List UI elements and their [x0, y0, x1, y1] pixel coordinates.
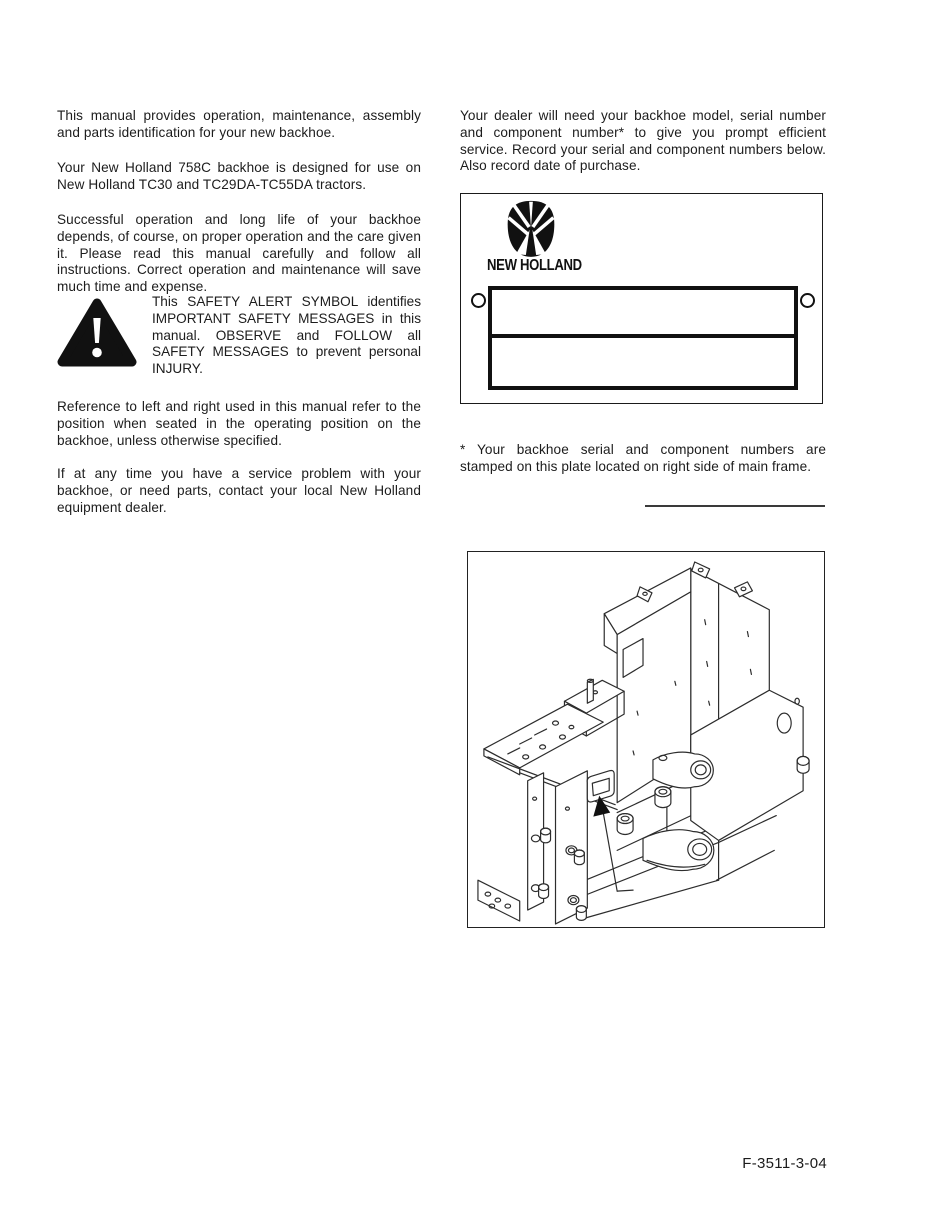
- main-frame-line-drawing: [468, 552, 824, 927]
- new-holland-leaf-logo-icon: [503, 199, 559, 259]
- brand-wordmark: NEW HOLLAND: [487, 257, 582, 274]
- operation-paragraph: Successful operation and long life of your backhoe depends, of course, on proper operation and the care given it. Please read this manual carefully and follow all instructions. Correct operation and maintenance will save much time and expense.: [57, 212, 421, 295]
- service-paragraph: If at any time you have a service problem with your backhoe, or need parts, contact your local New Holland equipment dealer.: [57, 466, 421, 515]
- serial-fields-box: [488, 286, 798, 390]
- date-of-purchase-line: [645, 505, 825, 507]
- form-number: F-3511-3-04: [742, 1155, 827, 1172]
- safety-alert-block: [57, 294, 421, 378]
- serial-number-plate: [460, 193, 823, 404]
- safety-alert-text: This SAFETY ALERT SYMBOL identifies IMPORTANT SAFETY MESSAGES in this manual. OBSERVE and FOLLOW all SAFETY MESSAGES to prevent personal INJURY.: [152, 294, 421, 377]
- plate-footnote: * Your backhoe serial and component numbers are stamped on this plate located on right side of main frame.: [460, 442, 826, 474]
- component-number-field: [492, 338, 794, 386]
- serial-plate-location-label: [587, 770, 614, 802]
- serial-number-field: [492, 290, 794, 338]
- rivet-hole-right: [800, 293, 815, 308]
- pointer-arrow: [593, 796, 633, 891]
- rivet-hole-left: [471, 293, 486, 308]
- main-frame-figure: [467, 551, 825, 928]
- left-right-reference-paragraph: Reference to left and right used in this manual refer to the position when seated in the operating position on the backhoe, unless otherwise specified.: [57, 399, 421, 448]
- model-paragraph: Your New Holland 758C backhoe is designed for use on New Holland TC30 and TC29DA-TC55DA tractors.: [57, 160, 421, 192]
- intro-paragraph: This manual provides operation, maintenance, assembly and parts identification for your new backhoe.: [57, 108, 421, 140]
- dealer-paragraph: Your dealer will need your backhoe model, serial number and component number* to give you prompt efficient service. Record your serial and component numbers below. Also record date of purchase.: [460, 108, 826, 174]
- safety-alert-triangle-icon: [57, 296, 137, 370]
